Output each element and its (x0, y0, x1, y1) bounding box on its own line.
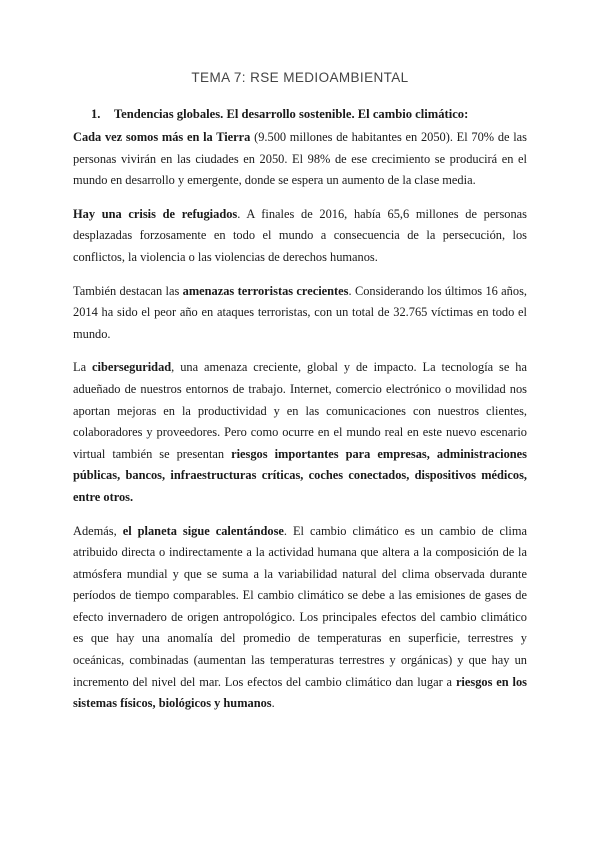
paragraph-refugees (73, 204, 527, 269)
body-text: . (271, 696, 275, 711)
highlight-text: riesgos en los sistemas físicos, biológicos y humanos (73, 674, 527, 711)
body-text: . El cambio climático es un cambio de clima atribuido directa o indirectamente a la actividad humana que altera a la composición de la atmósfera mundial y que se suma a la variabilidad natural del clima observada durante períodos de tiempo comparables. El cambio climático se debe a las emisiones de gases de efecto invernadero de origen antropológico. Los principales efectos del cambio climático es que hay una anomalía del promedio de temperaturas en superficie, terrestres y oceánicas, combinadas (aumentan las temperaturas terrestres y orgánicas) y que hay un incremento del nivel del mar. Los efectos del cambio climático dan lugar a (73, 523, 527, 689)
highlight-text: amenazas terroristas crecientes (182, 283, 349, 298)
paragraph-climate-change (73, 521, 527, 715)
highlight-text: ciberseguridad (92, 360, 172, 375)
highlight-text: riesgos importantes para empresas, administraciones públicas, bancos, infraestructuras críticas, coches conectados, dispositivos médicos, entre otros. (73, 446, 527, 504)
section-title: Tendencias globales. El desarrollo sostenible. El cambio climático: (113, 107, 469, 121)
highlight-text: Hay una crisis de refugiados (73, 206, 238, 221)
body-text: . Considerando los últimos 16 años, 2014 ha sido el peor año en ataques terroristas, con un total de 32.765 víctimas en todo el mundo. (73, 283, 527, 341)
document-body (73, 104, 527, 727)
section-heading (91, 104, 527, 125)
highlight-text: Cada vez somos más en la Tierra (73, 130, 251, 144)
paragraph-terrorism (73, 281, 527, 346)
section-number: 1. (91, 107, 101, 121)
body-text: . A finales de 2016, había 65,6 millones de personas desplazadas forzosamente en todo el mundo a consecuencia de la persecución, los conflictos, la violencia o las violencias de derechos humanos. (73, 206, 527, 264)
paragraph-cybersecurity (73, 357, 527, 508)
page-title: TEMA 7: RSE MEDIOAMBIENTAL (191, 70, 409, 85)
body-text: , una amenaza creciente, global y de impacto. La tecnología se ha adueñado de nuestros entornos de trabajo. Internet, comercio electrónico o movilidad nos aportan mejoras en la productividad y en las comunicaciones con nuestros clientes, colaboradores y proveedores. Pero como ocurre en el mundo real en este nuevo escenario virtual también se presentan (73, 360, 527, 461)
body-text: La (73, 360, 92, 375)
body-text: También destacan las (73, 283, 183, 298)
highlight-text: el planeta sigue calentándose (122, 523, 284, 538)
paragraph-population (73, 127, 527, 192)
body-text: (9.500 millones de habitantes en 2050). El 70% de las personas vivirán en las ciudades en 2050. El 98% de ese crecimiento se producirá en el mundo en desarrollo y emergente, donde se espera un aumento de la clase media. (73, 130, 527, 188)
body-text: Además, (73, 523, 123, 538)
